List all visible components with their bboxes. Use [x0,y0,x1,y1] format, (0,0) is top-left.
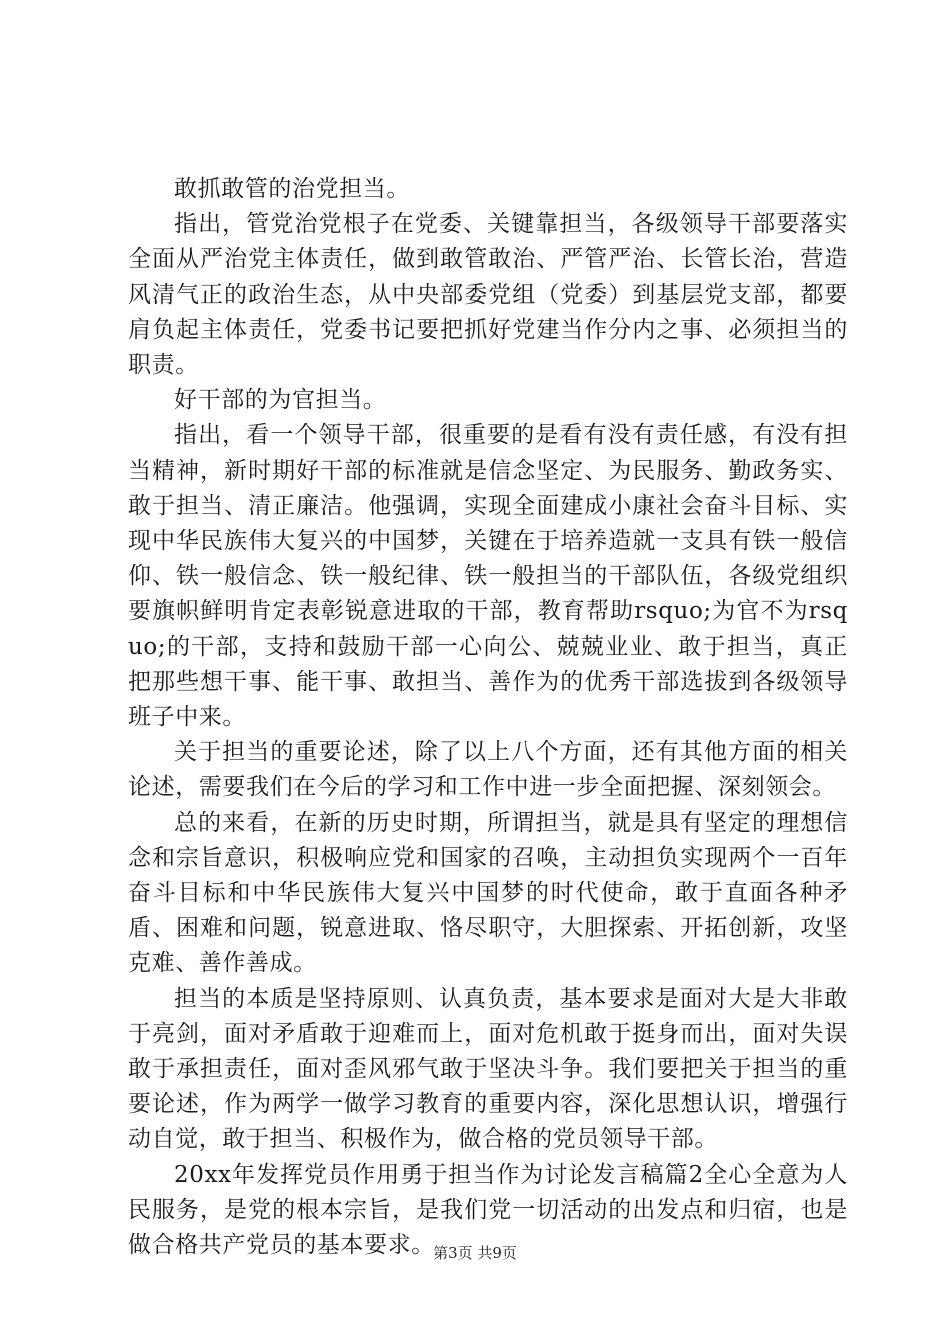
paragraph-7: 担当的本质是坚持原则、认真负责，基本要求是面对大是大非敢于亮剑，面对矛盾敢于迎难而上，面对危机敢于挺身而出，面对失误敢于承担责任，面对歪风邪气敢于坚决斗争。我们要把关于担当的重要论述，作为两学一做学习教育的重要内容，深化思想认识，增强行动自觉，敢于担当、积极作为，做合格的党员领导干部。 [128,985,848,1153]
paragraph-3: 好干部的为官担当。 [174,387,387,414]
paragraph-6: 总的来看，在新的历史时期，所谓担当，就是具有坚定的理想信念和宗旨意识，积极响应党和国家的召唤，主动担负实现两个一百年奋斗目标和中华民族伟大复兴中国梦的时代使命，敢于直面各种矛盾、困难和问题，锐意进取、恪尽职守，大胆探索、开拓创新，攻坚克难、善作善成。 [128,809,848,977]
paragraph-2: 指出，管党治党根子在党委、关键靠担当，各级领导干部要落实全面从严治党主体责任，做到敢管敢治、严管严治、长管长治，营造风清气正的政治生态，从中央部委党组（党委）到基层党支部，都要肩负起主体责任，党委书记要把抓好党建当作分内之事、必须担当的职责。 [128,211,848,379]
page-footer [0,1243,950,1263]
paragraph-8: 20xx年发挥党员作用勇于担当作为讨论发言稿篇2全心全意为人民服务，是党的根本宗旨，是我们党一切活动的出发点和归宿，也是做合格共产党员的基本要求。 [128,1161,848,1259]
paragraph-4: 指出，看一个领导干部，很重要的是看有没有责任感，有没有担当精神，新时期好干部的标准就是信念坚定、为民服务、勤政务实、敢于担当、清正廉洁。他强调，实现全面建成小康社会奋斗目标、实现中华民族伟大复兴的中国梦，关键在于培养造就一支具有铁一般信仰、铁一般信念、铁一般纪律、铁一般担当的干部队伍，各级党组织要旗帜鲜明肯定表彰锐意进取的干部，教育帮助rsquo;为官不为rsquo;的干部，支持和鼓励干部一心向公、兢兢业业、敢于担当，真正把那些想干事、能干事、敢担当、善作为的优秀干部选拔到各级领导班子中来。 [128,422,848,731]
document-body [128,172,848,1263]
page-indicator: 第3页 共9页 [433,1244,517,1262]
paragraph-5: 关于担当的重要论述，除了以上八个方面，还有其他方面的相关论述，需要我们在今后的学习和工作中进一步全面把握、深刻领会。 [128,739,848,801]
paragraph-1: 敢抓敢管的治党担当。 [174,176,410,202]
